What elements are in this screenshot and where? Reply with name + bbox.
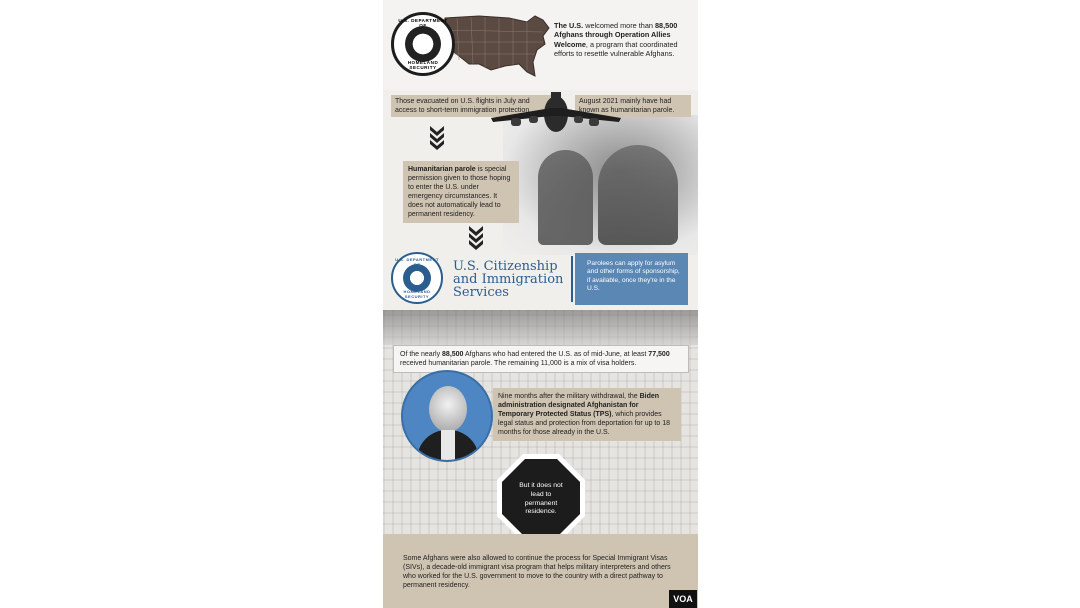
child-figure [538,150,593,245]
stats-parole-count: 77,500 [648,351,670,358]
dhs-seal [391,12,455,76]
stats-total: 88,500 [442,351,464,358]
stats-box [393,345,689,373]
parole-term: Humanitarian parole [408,166,476,173]
stats-c: received humanitarian parole. The remaining 11,000 is a mix of visa holders. [400,360,637,367]
uscis-line1: U.S. Citizenship [453,259,558,274]
intro-lead: The U.S. [554,21,584,30]
uscis-seal-bottom-text: HOMELAND SECURITY [403,289,431,299]
us-map-icon [439,10,555,82]
dhs-seal-bottom-text: HOMELAND SECURITY [407,60,439,70]
uscis-eagle-icon [403,264,431,292]
crowd-dark-band [383,310,698,345]
stop-sign-text: But it does not lead to permanent residence. [519,482,563,516]
intro-text [554,21,689,59]
intro-count: 88,500 [655,21,678,30]
stats-b: Afghans who had entered the U.S. as of mid-June, at least [463,351,649,358]
siv-box: Some Afghans were also allowed to continue the process for Special Immigrant Visas (SIVs), a decade-old immigrant visa program that helps military interpreters and others who worked for the U.S. government to move to the country with a direct pathway to permanent residency. [383,534,698,608]
uscis-divider [571,256,573,302]
uscis-line3: Services [453,285,509,300]
uscis-line2: and Immigration [453,272,564,287]
voa-logo: VOA [669,590,697,608]
biden-photo [401,370,493,462]
chevron-down-icon [468,226,484,250]
parole-text: is special permission given to those hoping to enter the U.S. under emergency circumstances. It does not automatically lead to permanent residency. [408,166,511,218]
intro-mid: welcomed more than [583,21,655,30]
biden-face [429,386,467,432]
intro-line2a: Afghans through [554,30,615,40]
evacuation-left-box: Those evacuated on U.S. flights in July and access to short-term immigration protection [391,95,551,117]
dhs-eagle-icon [405,26,441,62]
soldier-figure [598,145,678,245]
intro-rest: , a program that coordinated efforts to resettle vulnerable Afghans. [554,39,678,59]
intro-program: Operation Allies Welcome [554,30,671,49]
tps-a: Nine months after the military withdrawal, the [498,393,640,400]
stats-a: Of the nearly [400,351,443,358]
biden-shirt [441,430,455,460]
uscis-seal-top-text: U.S. DEPARTMENT [395,257,439,262]
evacuation-right-box: August 2021 mainly have had known as humanitarian parole. [575,95,691,117]
tps-c: , which provides legal status and protection from deportation for up to 18 months for those already in the U.S. [498,411,670,436]
tps-box [493,388,681,441]
uscis-note: Parolees can apply for asylum and other forms of sponsorship, if available, once they're in the U.S. [575,253,688,305]
airplane-icon [491,88,621,136]
tps-bold: Biden administration designated Afghanistan for Temporary Protected Status (TPS) [498,393,660,418]
parole-box [403,161,519,223]
uscis-title [453,260,573,299]
infographic [383,0,698,608]
dhs-seal-top-text: U.S. DEPARTMENT [398,18,448,23]
uscis-seal [391,252,443,304]
chevron-down-icon [429,126,445,150]
